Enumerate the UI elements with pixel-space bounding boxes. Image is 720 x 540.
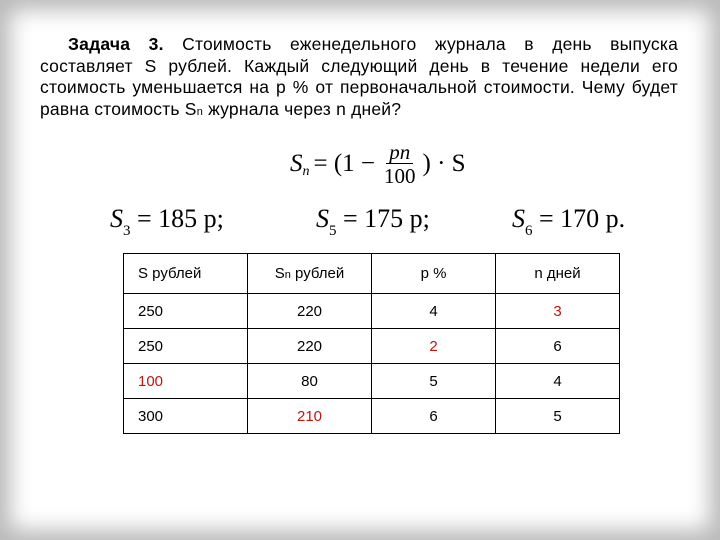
cell-s: 250 — [124, 329, 248, 364]
header-sn-symbol: S — [274, 265, 285, 282]
cell-sn: 220 — [248, 294, 372, 329]
cell-sn: 220 — [248, 329, 372, 364]
table-row — [124, 364, 620, 399]
formula-eq: = (1 − — [313, 150, 376, 177]
task-end: журнала через n дней? — [203, 98, 402, 119]
cell-p: 5 — [372, 364, 496, 399]
header-n: n дней — [496, 254, 620, 294]
value-s3 — [110, 204, 224, 239]
value-s6-sub: 6 — [525, 223, 533, 239]
value-s6-symbol: S — [512, 204, 525, 233]
table-header-row — [124, 254, 620, 294]
header-s: S рублей — [124, 254, 248, 294]
value-s5-rest: = 175 р; — [336, 204, 430, 233]
cell-p: 6 — [372, 399, 496, 434]
value-s3-symbol: S — [110, 204, 123, 233]
table-row — [124, 329, 620, 364]
formula-rhs: ) · S — [422, 150, 466, 177]
value-s6-rest: = 170 р. — [532, 204, 626, 233]
header-sn-unit: рублей — [290, 265, 345, 282]
value-s3-sub: 3 — [123, 223, 131, 239]
table-row — [124, 399, 620, 434]
value-s5 — [316, 204, 430, 239]
cell-p-answer: 2 — [372, 329, 496, 364]
task-body: Стоимость еженедельного журнала в день выпуска составляет S рублей. Каждый следующий день в течение недели его стоимость уменьшается на р % от первоначальной стоимости. Чему будет равна стоимость S — [40, 34, 678, 119]
formula-numerator: pn — [386, 141, 413, 164]
value-s6 — [512, 204, 626, 239]
value-s5-sub: 5 — [329, 223, 337, 239]
header-p: р % — [372, 254, 496, 294]
task-label: Задача 3. — [68, 34, 164, 54]
header-sn-sub: n — [284, 269, 291, 281]
formula-denominator: 100 — [384, 163, 416, 188]
main-formula — [290, 138, 466, 190]
cell-n: 5 — [496, 399, 620, 434]
cell-s: 300 — [124, 399, 248, 434]
task-text — [40, 34, 678, 123]
table-row — [124, 294, 620, 329]
formula-lhs: S — [290, 150, 303, 177]
cell-n-answer: 3 — [496, 294, 620, 329]
cell-p: 4 — [372, 294, 496, 329]
cell-s: 250 — [124, 294, 248, 329]
value-s5-symbol: S — [316, 204, 329, 233]
cell-sn-answer: 210 — [248, 399, 372, 434]
value-s3-rest: = 185 р; — [130, 204, 224, 233]
cell-sn: 80 — [248, 364, 372, 399]
formula-lhs-sub: n — [302, 164, 310, 179]
task-sub-n: n — [196, 105, 204, 118]
data-table — [123, 253, 620, 434]
cell-n: 6 — [496, 329, 620, 364]
formula-fraction — [381, 141, 419, 188]
header-sn — [248, 254, 372, 294]
cell-s-answer: 100 — [124, 364, 248, 399]
cell-n: 4 — [496, 364, 620, 399]
